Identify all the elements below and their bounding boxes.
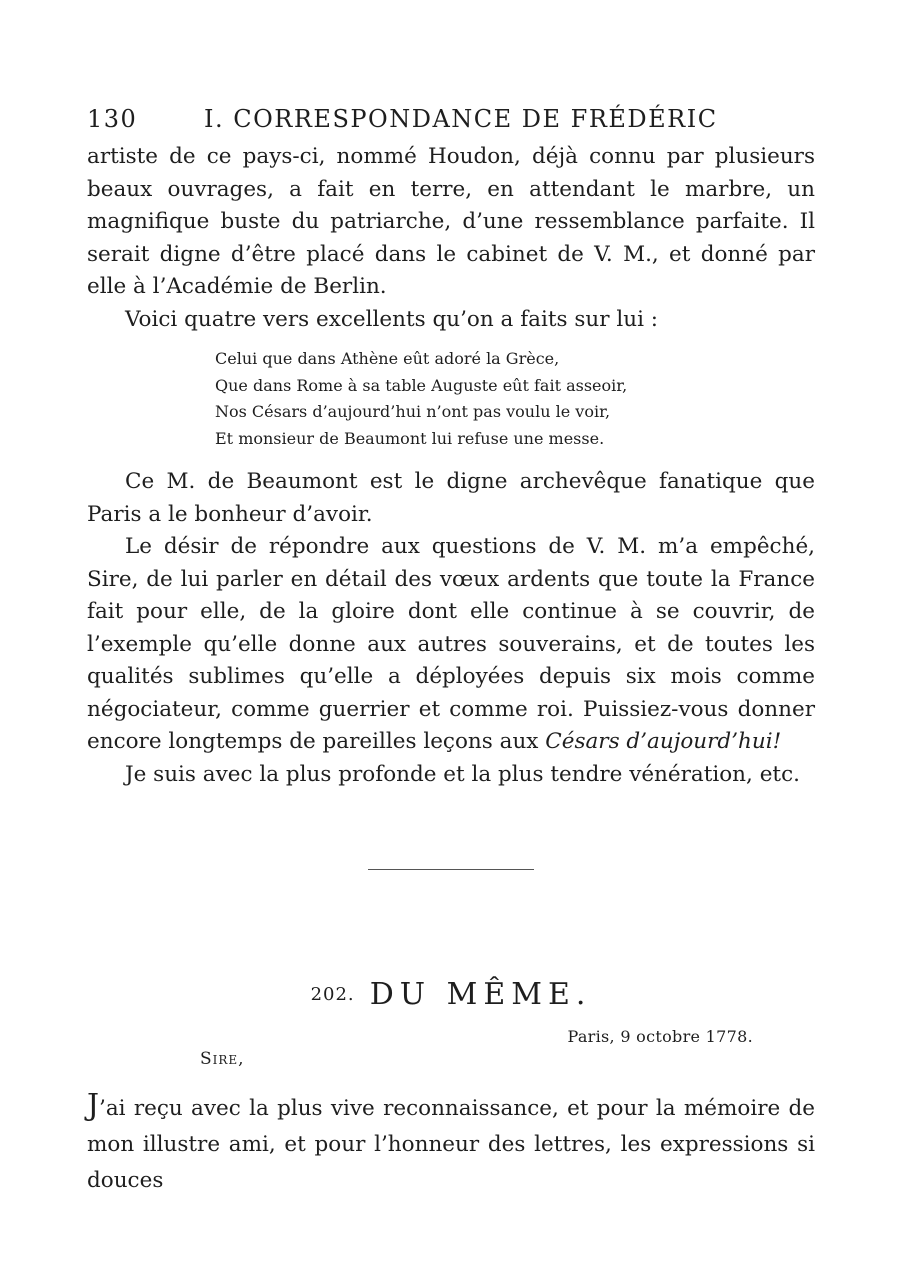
italic-cesars: Césars d’aujourd’hui! (545, 729, 782, 754)
initial-letter: J (87, 1088, 100, 1123)
page-number: 130 (87, 105, 138, 133)
letter-opening-paragraph (87, 1088, 815, 1199)
letter-heading (87, 977, 815, 1017)
verse-line: Que dans Rome à sa table Auguste eût fait asseoir, (215, 375, 628, 395)
verse-line: Celui que dans Athène eût adoré la Grèce, (215, 349, 560, 368)
paragraph-houdon: artiste de ce pays-ci, nommé Houdon, déjà connu par plusieurs beaux ouvrages, a fait en terre, en attendant le marbre, un magnifique buste du patriarche, d’une ressemblance parfaite. Il serait digne d’être placé dans le cabinet de V. M., et donné par elle à l’Académie de Berlin. (87, 144, 815, 299)
verse-line: Et monsieur de Beaumont lui refuse une messe. (215, 428, 605, 448)
salutation: Sire, (200, 1049, 245, 1069)
paragraph-verse-intro: Voici quatre vers excellents qu’on a faits sur lui : (125, 306, 659, 332)
page-header (87, 105, 815, 141)
book-page (87, 105, 815, 1221)
letter-title: DU MÊME. (369, 977, 592, 1012)
letter-number: 202. (310, 984, 355, 1005)
verse-line: Nos Césars d’aujourd’hui n’ont pas voulu le voir, (215, 402, 611, 421)
paragraph-closing: Je suis avec la plus profonde et la plus tendre vénération, etc. (125, 761, 800, 787)
paragraph-beaumont: Ce M. de Beaumont est le digne archevêque fanatique que Paris a le bonheur d’avoir. (87, 469, 815, 527)
section-divider (368, 869, 534, 870)
dateline-block (87, 1027, 815, 1077)
running-title: I. CORRESPONDANCE DE FRÉDÉRIC (204, 105, 718, 133)
verse-block (215, 346, 815, 452)
dateline: Paris, 9 octobre 1778. (567, 1027, 753, 1046)
paragraph-desir-text: Le désir de répondre aux questions de V. M. m’a empêché, Sire, de lui parler en détail des vœux ardents que toute la France fait pour elle, de la gloire dont elle continue à se couvrir, de l’exemple qu’elle donne aux autres souverains, et de toutes les qualités sublimes qu’elle a déployées depuis six mois comme négociateur, comme guerrier et comme roi. Puissiez-vous donner encore longtemps de pareilles leçons aux (87, 534, 815, 754)
paragraph-desir (87, 531, 815, 759)
letter-opening-text: ’ai reçu avec la plus vive reconnaissance, et pour la mémoire de mon illustre ami, et pour l’honneur des lettres, les expressions si douces (87, 1096, 815, 1193)
